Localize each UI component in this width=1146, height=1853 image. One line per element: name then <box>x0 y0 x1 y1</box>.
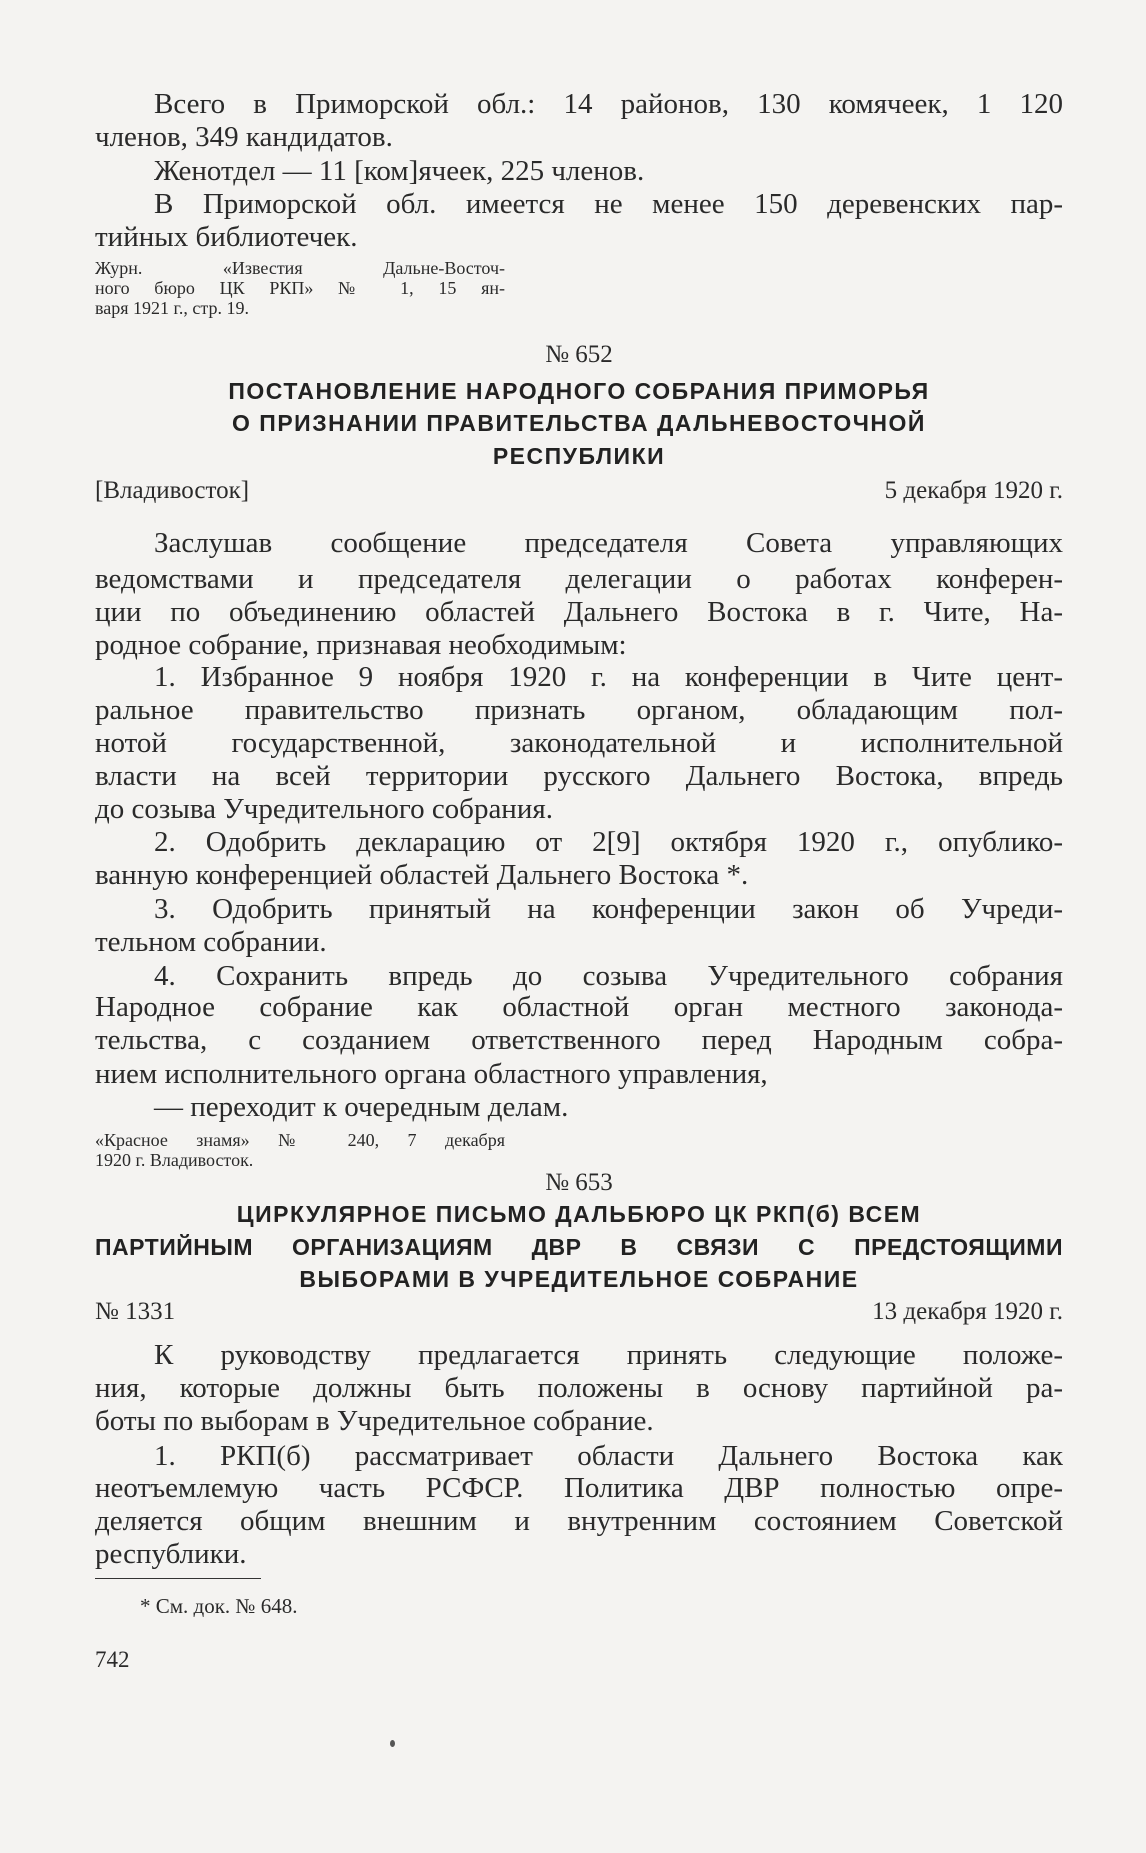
text-line: деляется общим внешним и внутренним состоянием Советской <box>95 1505 1063 1537</box>
text-line: республики. <box>95 1538 247 1570</box>
text-line: — переходит к очередным делам. <box>154 1091 569 1123</box>
document-title: ПОСТАНОВЛЕНИЕ НАРОДНОГО СОБРАНИЯ ПРИМОРЬЯ <box>228 378 930 404</box>
source-line: 1920 г. Владивосток. <box>95 1150 254 1170</box>
document-title: РЕСПУБЛИКИ <box>492 443 666 469</box>
text-line: 4. Сохранить впредь до созыва Учредительного собрания <box>154 960 1063 992</box>
place-date-row <box>95 474 1063 508</box>
source-line: Журн. «Известия Дальне-Восточ- <box>95 258 505 278</box>
document-title: О ПРИЗНАНИИ ПРАВИТЕЛЬСТВА ДАЛЬНЕВОСТОЧНОЙ <box>232 410 926 436</box>
text-line: Женотдел — 11 [ком]ячеек, 225 членов. <box>154 155 645 187</box>
text-line: ральное правительство признать органом, обладающим пол- <box>95 694 1063 726</box>
footnote-divider <box>95 1578 261 1579</box>
document-title: ЦИРКУЛЯРНОЕ ПИСЬМО ДАЛЬБЮРО ЦК РКП(б) ВСЕМ <box>236 1201 922 1227</box>
text-line: боты по выборам в Учредительное собрание. <box>95 1405 654 1437</box>
footnote: * См. док. № 648. <box>140 1594 298 1618</box>
ref-date-row <box>95 1295 1063 1329</box>
text-line: тийных библиотечек. <box>95 221 358 253</box>
source-line: «Красное знамя» № 240, 7 декабря <box>95 1130 505 1150</box>
text-line: членов, 349 кандидатов. <box>95 121 393 153</box>
text-line: ния, которые должны быть положены в основу партийной ра- <box>95 1372 1063 1404</box>
text-line: 3. Одобрить принятый на конференции закон об Учреди- <box>154 893 1063 925</box>
document-date: 13 декабря 1920 г. <box>872 1298 1063 1325</box>
text-line: Заслушав сообщение председателя Совета управляющих <box>154 527 1063 559</box>
text-line: тельном собрании. <box>95 926 327 958</box>
text-line: до созыва Учредительного собрания. <box>95 793 553 825</box>
document-ref: № 1331 <box>95 1298 176 1325</box>
document-number: № 652 <box>545 341 613 368</box>
text-line: родное собрание, признавая необходимым: <box>95 629 627 661</box>
document-place: [Владивосток] <box>95 477 250 504</box>
page-number: 742 <box>95 1647 130 1672</box>
text-line: Всего в Приморской обл.: 14 районов, 130 комячеек, 1 120 <box>154 88 1063 120</box>
document-title: ПАРТИЙНЫМ ОРГАНИЗАЦИЯМ ДВР В СВЯЗИ С ПРЕДСТОЯЩИМИ <box>95 1234 1063 1260</box>
text-line: Народное собрание как областной орган местного законода- <box>95 991 1063 1023</box>
document-title: ВЫБОРАМИ В УЧРЕДИТЕЛЬНОЕ СОБРАНИЕ <box>299 1266 859 1292</box>
text-line: тельства, с созданием ответственного перед Народным собра- <box>95 1024 1063 1056</box>
print-speck <box>390 1740 395 1747</box>
text-line: 1. РКП(б) рассматривает области Дальнего Востока как <box>154 1440 1063 1472</box>
text-line: 2. Одобрить декларацию от 2[9] октября 1920 г., опублико- <box>154 826 1063 858</box>
text-line: 1. Избранное 9 ноября 1920 г. на конференции в Чите цент- <box>154 661 1063 693</box>
text-line: ведомствами и председателя делегации о работах конферен- <box>95 563 1063 595</box>
text-line: нием исполнительного органа областного управления, <box>95 1058 768 1090</box>
text-line: ванную конференцией областей Дальнего Востока *. <box>95 859 749 891</box>
text-line: нотой государственной, законодательной и исполнительной <box>95 727 1063 759</box>
text-line: ции по объединению областей Дальнего Востока в г. Чите, На- <box>95 596 1063 628</box>
text-line: власти на всей территории русского Дальнего Востока, впредь <box>95 760 1063 792</box>
text-line: неотъемлемую часть РСФСР. Политика ДВР полностью опре- <box>95 1472 1063 1504</box>
text-line: В Приморской обл. имеется не менее 150 деревенских пар- <box>154 188 1063 220</box>
source-line: варя 1921 г., стр. 19. <box>95 298 249 318</box>
text-line: К руководству предлагается принять следующие положе- <box>154 1339 1063 1371</box>
source-line: ного бюро ЦК РКП» № 1, 15 ян- <box>95 278 505 298</box>
document-date: 5 декабря 1920 г. <box>884 477 1063 504</box>
document-number: № 653 <box>545 1169 613 1196</box>
